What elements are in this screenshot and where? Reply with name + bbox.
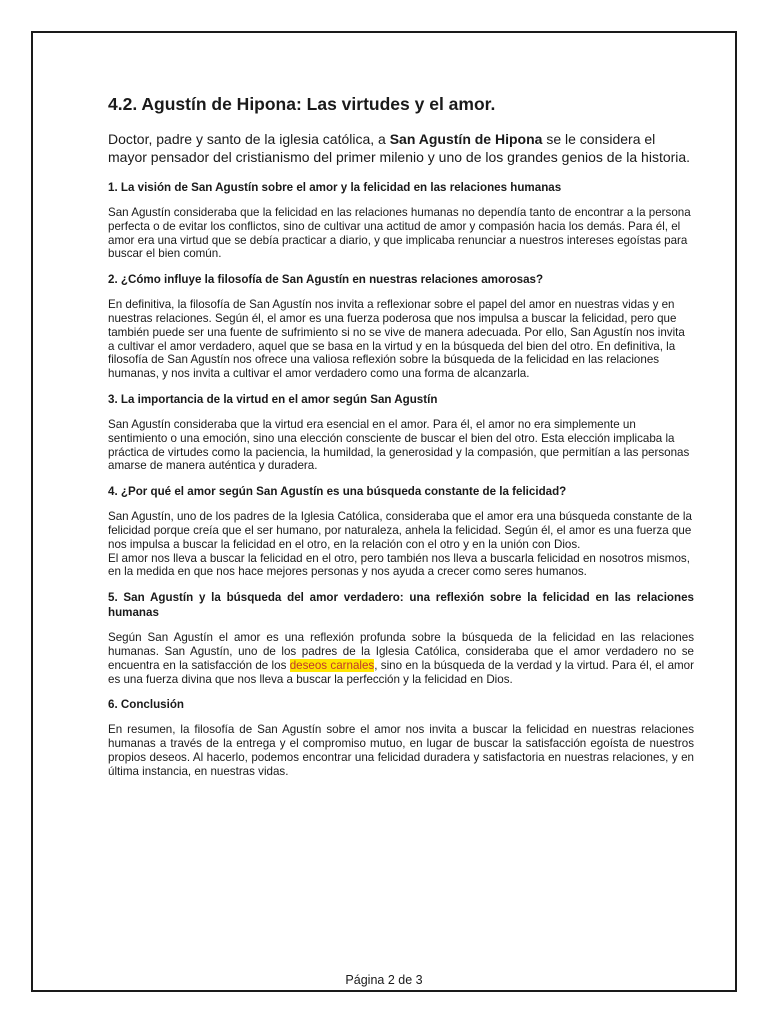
section-5-heading: 5. San Agustín y la búsqueda del amor verdadero: una reflexión sobre la felicidad en las relaciones humanas xyxy=(108,591,694,620)
section-5-text-before: Según San Agustín el amor es una reflexión profunda sobre la búsqueda de la felicidad en las relaciones humanas. San Agustín, uno de los padres de la Iglesia Católica, consideraba que el amor verdadero no se encuentra en la satisfacción de los xyxy=(108,631,694,672)
section-4-heading: 4. ¿Por qué el amor según San Agustín es una búsqueda constante de la felicidad? xyxy=(108,485,567,499)
document-page xyxy=(31,31,737,992)
section-3-text: San Agustín consideraba que la virtud era esencial en el amor. Para él, el amor no era simplemente un sentimiento o una emoción, sino una elección consciente de buscar el bien del otro. Esta elección implicaba la práctica de virtudes como la paciencia, la humildad, la generosidad y la compasión, que permitían a las personas amarse de manera auténtica y duradera. xyxy=(108,417,690,473)
intro-bold-name: San Agustín de Hipona xyxy=(389,131,543,147)
section-3-heading: 3. La importancia de la virtud en el amor según San Agustín xyxy=(108,392,438,406)
intro-text-after: se le considera el mayor pensador del cristianismo del primer milenio y uno de los grandes genios de la historia. xyxy=(108,131,691,165)
page-footer: Página 2 de 3 xyxy=(345,973,423,987)
page-title: 4.2. Agustín de Hipona: Las virtudes y el amor. xyxy=(108,94,496,114)
intro-text-before: Doctor, padre y santo de la iglesia católica, a xyxy=(108,131,390,147)
section-5-text xyxy=(108,631,694,686)
section-4-text-2: El amor nos lleva a buscar la felicidad en el otro, pero también nos lleva a buscarla felicidad en nosotros mismos, en la medida en que nos hace mejores personas y nos ayuda a crecer como seres humanos. xyxy=(108,551,690,579)
section-4-text: San Agustín, uno de los padres de la Iglesia Católica, consideraba que el amor era una búsqueda constante de la felicidad porque creía que el ser humano, por naturaleza, anhela la felicidad. Según él, el amor es una fuerza que nos impulsa a buscar la felicidad en el otro, en la relación con el otro y en la unión con Dios. xyxy=(108,510,692,551)
page-content xyxy=(108,93,694,790)
section-2-text: En definitiva, la filosofía de San Agustín nos invita a reflexionar sobre el papel del amor en nuestras vidas y en nuestras relaciones. Según él, el amor es una fuerza poderosa que nos impulsa a buscar la felicidad, pero que también puede ser una fuente de sufrimiento si no se vive de manera adecuada. Por ello, San Agustín nos invita a cultivar el amor verdadero, aquel que se basa en la virtud y en la búsqueda del bien del otro. En definitiva, la filosofía de San Agustín nos ofrece una valiosa reflexión sobre la búsqueda de la felicidad en las relaciones humanas, y nos invita a cultivar el amor verdadero como una forma de alcanzarla. xyxy=(108,298,685,381)
section-2-heading: 2. ¿Cómo influye la filosofía de San Agustín en nuestras relaciones amorosas? xyxy=(108,273,544,287)
section-1-heading: 1. La visión de San Agustín sobre el amor y la felicidad en las relaciones humanas xyxy=(108,181,562,194)
section-5-text-after: , sino en la búsqueda de la verdad y la virtud. Para él, el amor es una fuerza divina que nos lleva a buscar la perfección y la felicidad en Dios. xyxy=(108,658,694,686)
section-6-text: En resumen, la filosofía de San Agustín sobre el amor nos invita a buscar la felicidad en nuestras relaciones humanas a través de la entrega y el compromiso mutuo, en lugar de buscar la satisfacción egoísta de nuestros propios deseos. Al hacerlo, podemos encontrar una felicidad duradera y satisfactoria en nuestras relaciones, y en última instancia, en nuestras vidas. xyxy=(108,723,694,778)
intro-paragraph xyxy=(108,131,694,166)
section-6-heading: 6. Conclusión xyxy=(108,698,185,712)
section-1-text: San Agustín consideraba que la felicidad en las relaciones humanas no dependía tanto de encontrar a la persona perfecta o de evitar los conflictos, sino de cultivar una actitud de amor y compasión hacia los demás. Para él, el amor era una virtud que se debía practicar a diario, y que implicaba renunciar a nuestros intereses egoístas para buscar el bien común. xyxy=(108,206,691,261)
highlighted-text: deseos carnales xyxy=(289,658,375,672)
